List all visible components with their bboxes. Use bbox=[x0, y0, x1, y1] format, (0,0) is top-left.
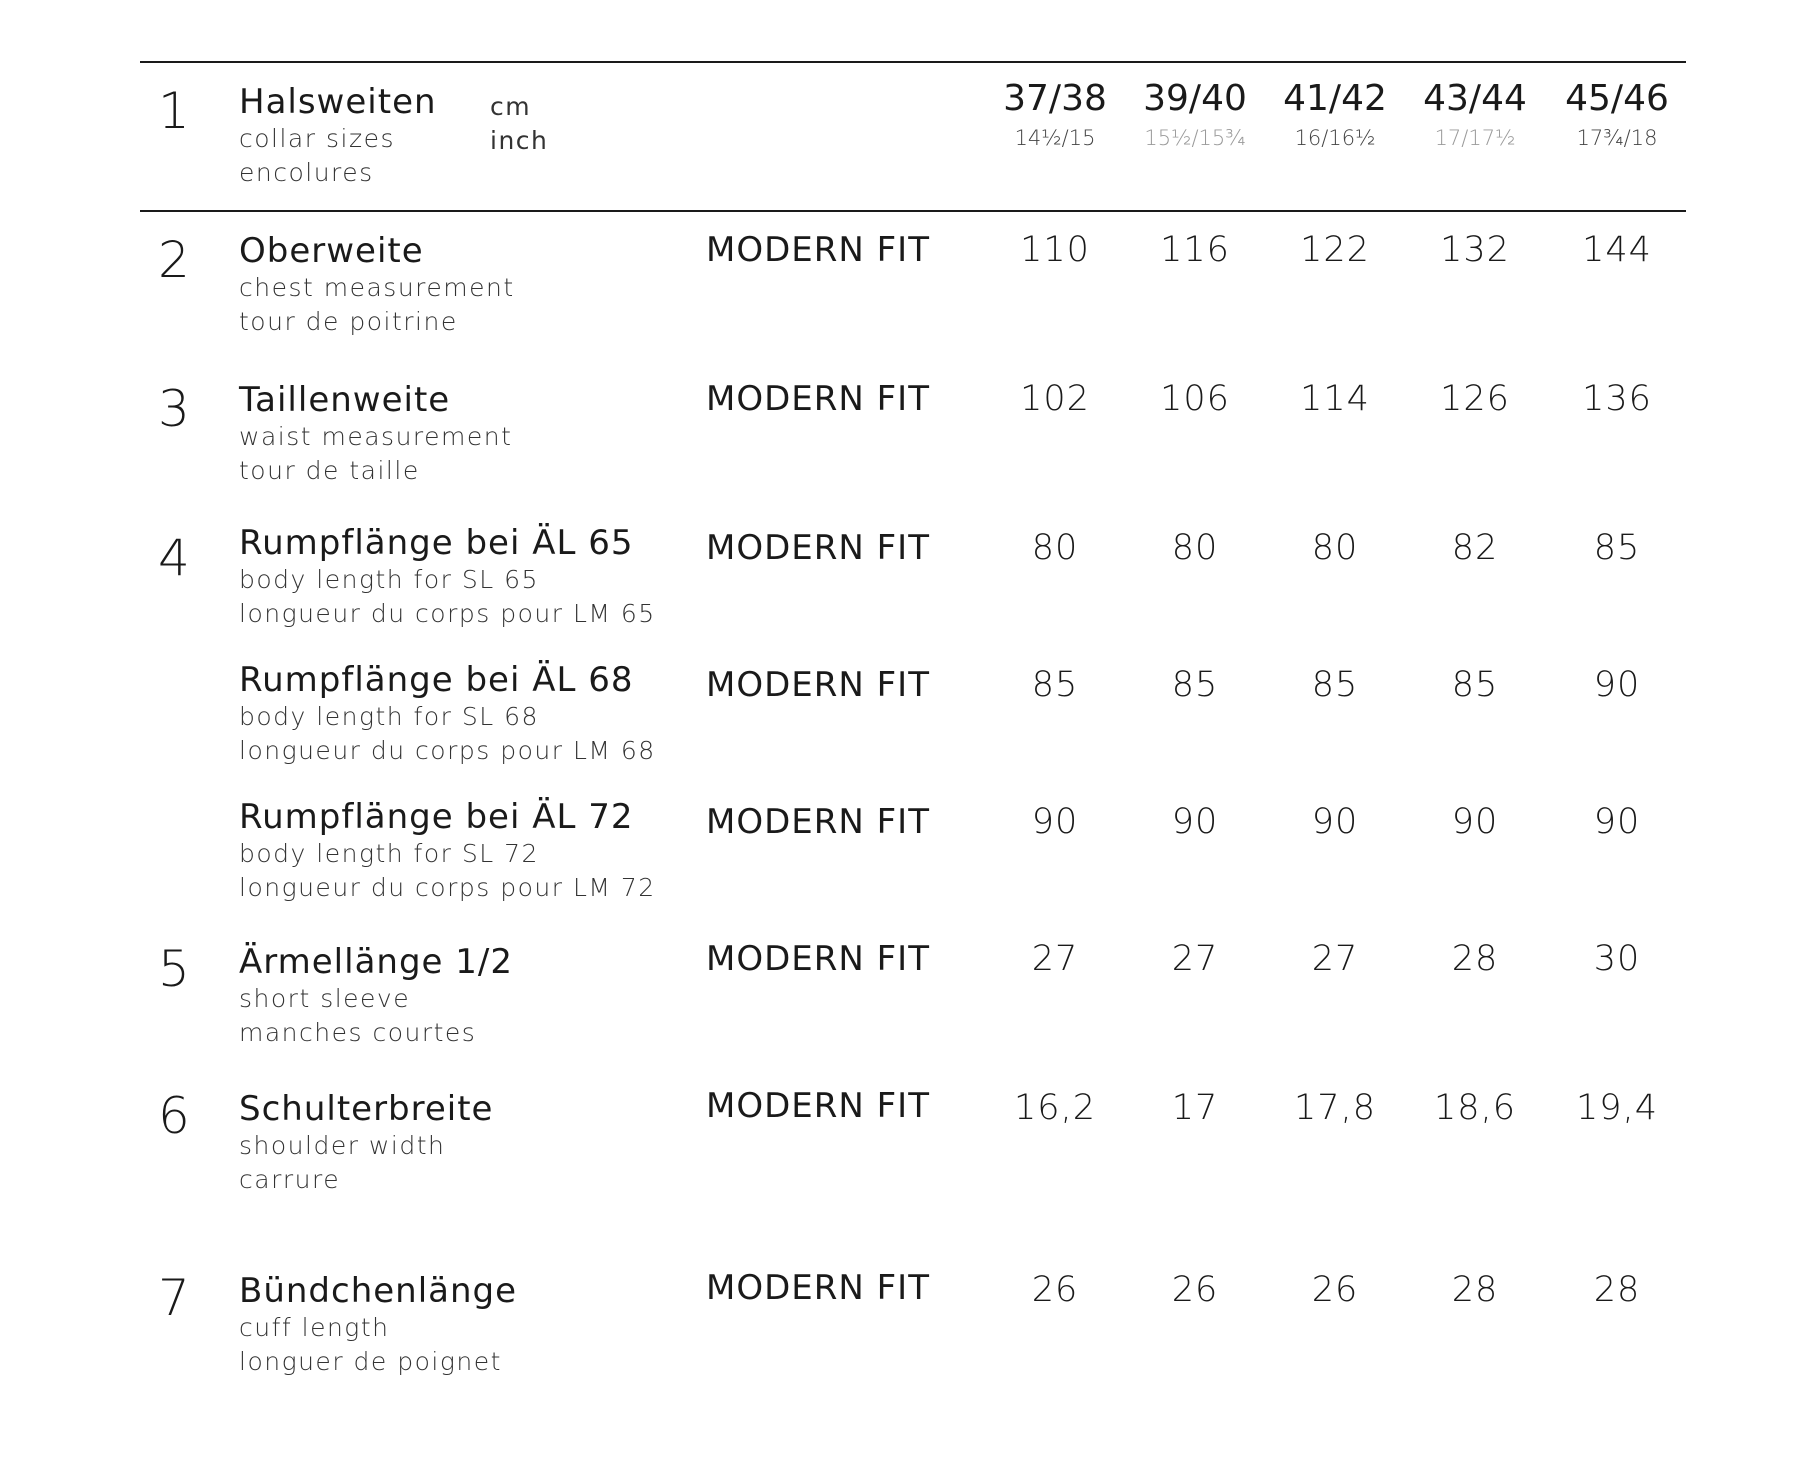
fit-label: MODERN FIT bbox=[706, 939, 930, 979]
header-bottom-rule bbox=[140, 210, 1686, 212]
table-cell: 110 bbox=[1020, 230, 1090, 270]
row-number: 5 bbox=[158, 940, 190, 998]
unit-inch: inch bbox=[490, 126, 549, 155]
label-fr: tour de taille bbox=[239, 456, 420, 485]
label-de: Ärmellänge 1/2 bbox=[239, 942, 513, 982]
size-header-cm: 43/44 bbox=[1423, 78, 1527, 119]
table-cell: 16,2 bbox=[1014, 1088, 1096, 1128]
table-cell: 85 bbox=[1171, 665, 1219, 705]
header-title: Halsweiten bbox=[239, 82, 437, 122]
fit-label: MODERN FIT bbox=[706, 665, 930, 705]
unit-cm: cm bbox=[490, 92, 532, 121]
table-cell: 102 bbox=[1020, 379, 1090, 419]
fit-label: MODERN FIT bbox=[706, 230, 930, 270]
row-number: 4 bbox=[158, 529, 190, 587]
table-cell: 26 bbox=[1031, 1270, 1079, 1310]
row-label bbox=[239, 1271, 517, 1379]
row-label bbox=[239, 523, 656, 631]
table-cell: 27 bbox=[1311, 939, 1359, 979]
table-cell: 144 bbox=[1582, 230, 1652, 270]
table-cell: 30 bbox=[1593, 939, 1641, 979]
row-label bbox=[239, 231, 515, 339]
label-fr: longuer de poignet bbox=[239, 1347, 502, 1376]
label-fr: carrure bbox=[239, 1165, 341, 1194]
fit-label: MODERN FIT bbox=[706, 1268, 930, 1308]
table-cell: 80 bbox=[1311, 528, 1359, 568]
table-cell: 122 bbox=[1300, 230, 1370, 270]
top-rule bbox=[140, 61, 1686, 63]
label-en: cuff length bbox=[239, 1313, 390, 1342]
row-number: 1 bbox=[158, 82, 190, 140]
table-cell: 85 bbox=[1451, 665, 1499, 705]
label-de: Oberweite bbox=[239, 231, 424, 271]
label-fr: manches courtes bbox=[239, 1018, 477, 1047]
table-cell: 17 bbox=[1171, 1088, 1219, 1128]
row-label bbox=[239, 797, 656, 905]
label-de: Rumpflänge bei ÄL 65 bbox=[239, 523, 634, 563]
table-cell: 19,4 bbox=[1576, 1088, 1658, 1128]
table-cell: 106 bbox=[1160, 379, 1230, 419]
header-label bbox=[239, 82, 437, 190]
table-cell: 116 bbox=[1160, 230, 1230, 270]
table-cell: 132 bbox=[1440, 230, 1510, 270]
row-number: 2 bbox=[158, 231, 190, 289]
size-header-inch: 16/16½ bbox=[1294, 126, 1376, 150]
table-cell: 28 bbox=[1593, 1270, 1641, 1310]
label-en: waist measurement bbox=[239, 422, 513, 451]
fit-label: MODERN FIT bbox=[706, 528, 930, 568]
label-en: body length for SL 72 bbox=[239, 839, 539, 868]
row-label bbox=[239, 942, 513, 1050]
size-header-cm: 37/38 bbox=[1003, 78, 1107, 119]
size-header-inch: 17/17½ bbox=[1434, 126, 1516, 150]
table-cell: 18,6 bbox=[1434, 1088, 1516, 1128]
table-cell: 26 bbox=[1311, 1270, 1359, 1310]
label-fr: longueur du corps pour LM 72 bbox=[239, 873, 656, 902]
table-cell: 90 bbox=[1593, 665, 1641, 705]
row-number: 7 bbox=[158, 1269, 190, 1327]
size-header-inch: 17¾/18 bbox=[1576, 126, 1658, 150]
table-cell: 126 bbox=[1440, 379, 1510, 419]
table-cell: 82 bbox=[1451, 528, 1499, 568]
table-cell: 90 bbox=[1171, 802, 1219, 842]
label-de: Rumpflänge bei ÄL 72 bbox=[239, 797, 634, 837]
row-label bbox=[239, 660, 656, 768]
header-subtitle-fr: encolures bbox=[239, 158, 374, 187]
label-de: Bündchenlänge bbox=[239, 1271, 518, 1311]
table-cell: 85 bbox=[1311, 665, 1359, 705]
row-label bbox=[239, 380, 512, 488]
label-de: Rumpflänge bei ÄL 68 bbox=[239, 660, 634, 700]
row-number: 3 bbox=[158, 380, 190, 438]
table-cell: 17,8 bbox=[1294, 1088, 1376, 1128]
table-cell: 26 bbox=[1171, 1270, 1219, 1310]
table-cell: 27 bbox=[1171, 939, 1219, 979]
fit-label: MODERN FIT bbox=[706, 1086, 930, 1126]
header-subtitle-en: collar sizes bbox=[239, 124, 395, 153]
table-cell: 114 bbox=[1300, 379, 1370, 419]
table-cell: 28 bbox=[1451, 1270, 1499, 1310]
table-cell: 90 bbox=[1451, 802, 1499, 842]
label-de: Schulterbreite bbox=[239, 1089, 494, 1129]
table-cell: 85 bbox=[1031, 665, 1079, 705]
row-number: 6 bbox=[158, 1087, 190, 1145]
label-fr: tour de poitrine bbox=[239, 307, 458, 336]
row-label bbox=[239, 1089, 493, 1197]
label-en: shoulder width bbox=[239, 1131, 446, 1160]
table-cell: 28 bbox=[1451, 939, 1499, 979]
label-fr: longueur du corps pour LM 68 bbox=[239, 736, 656, 765]
table-cell: 27 bbox=[1031, 939, 1079, 979]
fit-label: MODERN FIT bbox=[706, 802, 930, 842]
table-cell: 80 bbox=[1031, 528, 1079, 568]
table-cell: 136 bbox=[1582, 379, 1652, 419]
table-cell: 90 bbox=[1593, 802, 1641, 842]
table-cell: 90 bbox=[1031, 802, 1079, 842]
label-en: chest measurement bbox=[239, 273, 515, 302]
size-header-inch: 15½/15¾ bbox=[1144, 126, 1246, 150]
fit-label: MODERN FIT bbox=[706, 379, 930, 419]
label-en: body length for SL 68 bbox=[239, 702, 539, 731]
table-cell: 80 bbox=[1171, 528, 1219, 568]
label-fr: longueur du corps pour LM 65 bbox=[239, 599, 656, 628]
table-cell: 90 bbox=[1311, 802, 1359, 842]
size-header-cm: 39/40 bbox=[1143, 78, 1247, 119]
label-de: Taillenweite bbox=[239, 380, 451, 420]
size-header-inch: 14½/15 bbox=[1014, 126, 1096, 150]
label-en: body length for SL 65 bbox=[239, 565, 539, 594]
table-cell: 85 bbox=[1593, 528, 1641, 568]
size-header-cm: 41/42 bbox=[1283, 78, 1387, 119]
size-header-cm: 45/46 bbox=[1565, 78, 1669, 119]
label-en: short sleeve bbox=[239, 984, 411, 1013]
